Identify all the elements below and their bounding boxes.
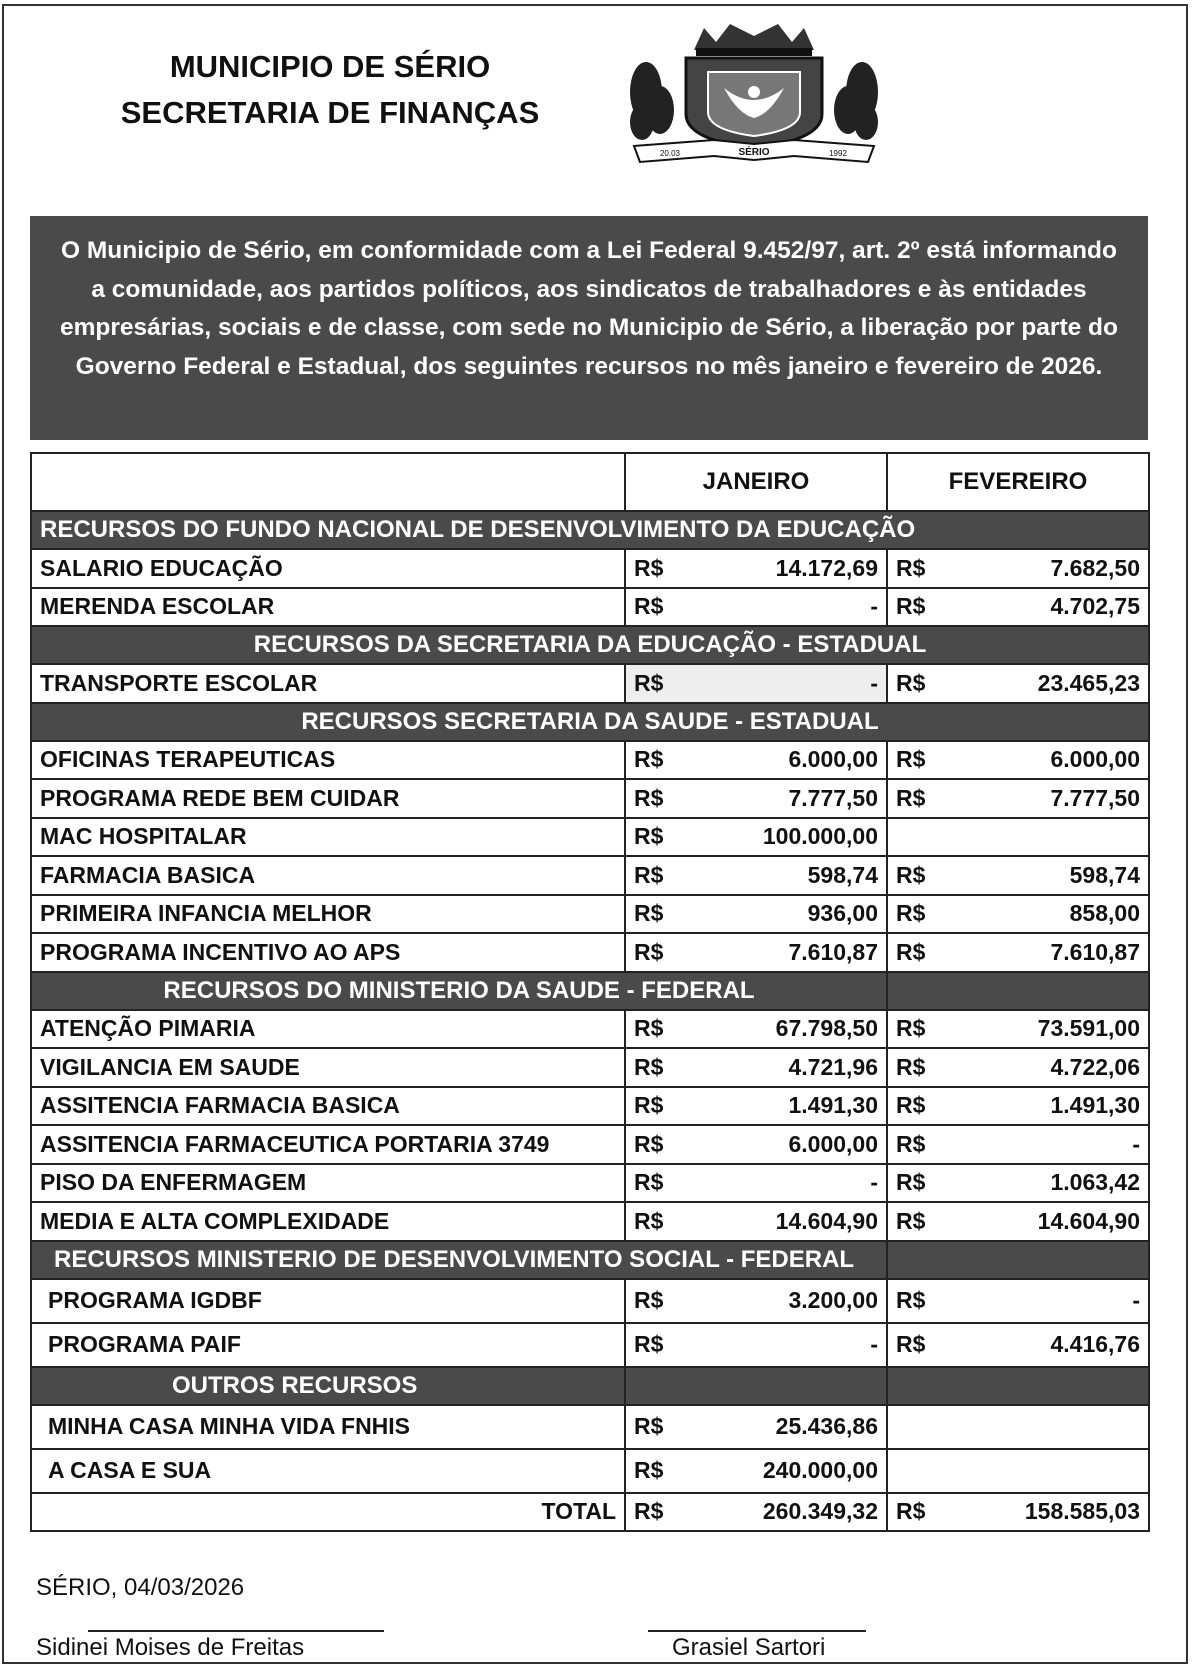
table-row: PRIMEIRA INFANCIA MELHOR R$ 936,00 R$ 858,00 <box>31 895 1149 934</box>
table-row: MERENDA ESCOLAR R$ - R$ 4.702,75 <box>31 588 1149 627</box>
column-header-february: FEVEREIRO <box>887 453 1149 511</box>
table-row: FARMACIA BASICA R$ 598,74 R$ 598,74 <box>31 856 1149 895</box>
issue-date: SÉRIO, 04/03/2026 <box>36 1574 245 1601</box>
table-row: ASSITENCIA FARMACIA BASICA R$ 1.491,30 R$ 1.491,30 <box>31 1087 1149 1126</box>
section-header-fnde: RECURSOS DO FUNDO NACIONAL DE DESENVOLVIMENTO DA EDUCAÇÃO <box>31 511 1149 549</box>
section-header-other: OUTROS RECURSOS <box>31 1367 1149 1405</box>
total-label: TOTAL <box>31 1493 625 1532</box>
page-title <box>100 44 560 136</box>
signatory-left: Sidinei Moises de Freitas <box>36 1634 305 1661</box>
section-header-social-development: RECURSOS MINISTERIO DE DESENVOLVIMENTO SOCIAL - FEDERAL <box>31 1241 1149 1279</box>
table-row: PISO DA ENFERMAGEM R$ - R$ 1.063,42 <box>31 1164 1149 1203</box>
table-row: ATENÇÃO PIMARIA R$ 67.798,50 R$ 73.591,00 <box>31 1010 1149 1049</box>
table-row: A CASA E SUA R$ 240.000,00 <box>31 1449 1149 1493</box>
table-row: PROGRAMA PAIF R$ - R$ 4.416,76 <box>31 1323 1149 1367</box>
municipality-name: MUNICIPIO DE SÉRIO <box>169 49 491 84</box>
total-february: 158.585,03 <box>1024 1498 1140 1525</box>
municipal-crest-icon <box>624 22 884 164</box>
intro-notice: O Municipio de Sério, em conformidade com a Lei Federal 9.452/97, art. 2º está informando a comunidade, aos partidos políticos, aos sindicatos de trabalhadores e às entidades empresárias, sociais e de classe, com sede no Municipio de Sério, a liberação por parte do Governo Federal e Estadual, dos seguintes recursos no mês janeiro e fevereiro de 2026. <box>30 216 1148 440</box>
crest-motto: SÉRIO <box>738 147 770 158</box>
table-row: VIGILANCIA EM SAUDE R$ 4.721,96 R$ 4.722,06 <box>31 1048 1149 1087</box>
table-row: PROGRAMA REDE BEM CUIDAR R$ 7.777,50 R$ 7.777,50 <box>31 779 1149 818</box>
total-january: 260.349,32 <box>762 1498 878 1525</box>
signatory-right: Grasiel Sartori <box>672 1634 826 1661</box>
signature-line-left <box>88 1630 384 1632</box>
table-row: SALARIO EDUCAÇÃO R$ 14.172,69 R$ 7.682,50 <box>31 549 1149 588</box>
table-row: MINHA CASA MINHA VIDA FNHIS R$ 25.436,86 <box>31 1405 1149 1449</box>
table-row: OFICINAS TERAPEUTICAS R$ 6.000,00 R$ 6.000,00 <box>31 741 1149 780</box>
department-name: SECRETARIA DE FINANÇAS <box>120 95 540 130</box>
resources-table <box>30 452 1150 1532</box>
crest-date-right: 1992 <box>829 149 847 158</box>
table-row: TRANSPORTE ESCOLAR R$ - R$ 23.465,23 <box>31 664 1149 703</box>
table-row: PROGRAMA IGDBF R$ 3.200,00 R$ - <box>31 1279 1149 1323</box>
table-row: ASSITENCIA FARMACEUTICA PORTARIA 3749 R$ 6.000,00 R$ - <box>31 1125 1149 1164</box>
section-header-state-education: RECURSOS DA SECRETARIA DA EDUCAÇÃO - ESTADUAL <box>31 626 1149 664</box>
table-row: MAC HOSPITALAR R$ 100.000,00 <box>31 818 1149 857</box>
table-row: MEDIA E ALTA COMPLEXIDADE R$ 14.604,90 R$ 14.604,90 <box>31 1202 1149 1241</box>
section-header-state-health: RECURSOS SECRETARIA DA SAUDE - ESTADUAL <box>31 703 1149 741</box>
column-header-january: JANEIRO <box>625 453 887 511</box>
table-row: PROGRAMA INCENTIVO AO APS R$ 7.610,87 R$ 7.610,87 <box>31 933 1149 972</box>
crest-date-left: 20.03 <box>659 149 681 158</box>
section-header-federal-health: RECURSOS DO MINISTERIO DA SAUDE - FEDERAL <box>31 972 1149 1010</box>
total-row: TOTAL R$ 260.349,32 R$ 158.585,03 <box>31 1493 1149 1532</box>
signature-line-right <box>648 1630 866 1632</box>
table-header-row <box>31 453 1149 511</box>
